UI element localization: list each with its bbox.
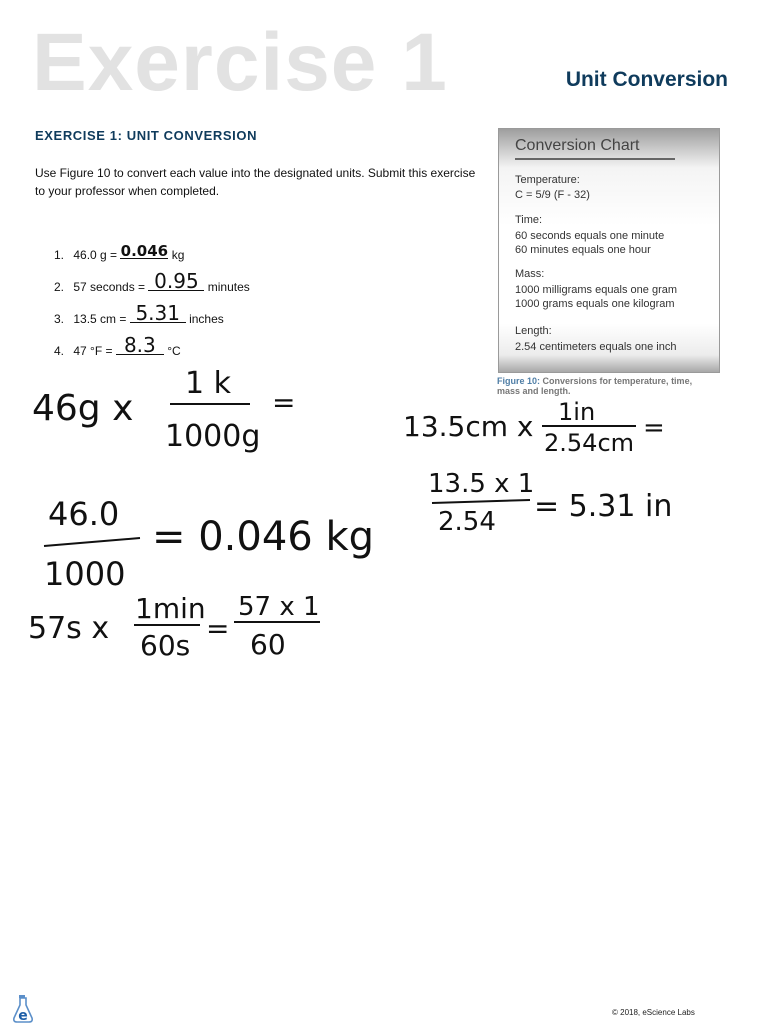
hw-work5-den: 2.54 xyxy=(438,507,496,537)
time-line-1: 60 seconds equals one minute xyxy=(515,230,665,242)
copyright-notice: © 2018, eScience Labs xyxy=(612,1008,695,1017)
question-unit: minutes xyxy=(207,280,250,294)
hw-work4-den: 2.54cm xyxy=(544,429,635,457)
hw-work2-den: 1000 xyxy=(44,555,126,593)
hw-work3-den: 60s xyxy=(140,629,191,662)
hw-work4-num: 1in xyxy=(558,398,596,426)
question-prompt: 46.0 g = xyxy=(73,248,118,262)
page-watermark-title: Exercise 1 xyxy=(32,17,448,108)
figure-caption-text: Conversions for temperature, time, mass and length. xyxy=(497,376,693,396)
hw-work3-left: 57s x xyxy=(28,611,110,646)
answer-handwritten: 0.046 xyxy=(120,242,169,260)
time-label: Time: xyxy=(515,214,543,226)
exercise-heading: EXERCISE 1: UNIT CONVERSION xyxy=(35,128,258,143)
time-line-2: 60 minutes equals one hour xyxy=(515,244,651,256)
length-label: Length: xyxy=(515,325,552,337)
hw-work2-fraction-bar xyxy=(44,538,140,546)
mass-line-2: 1000 grams equals one kilogram xyxy=(515,298,675,310)
mass-line-1: 1000 milligrams equals one gram xyxy=(515,284,678,296)
page-subtitle: Unit Conversion xyxy=(565,68,728,91)
escience-flask-logo-icon xyxy=(12,994,34,1024)
hw-work5-fraction-bar xyxy=(432,500,530,503)
question-unit: inches xyxy=(189,312,224,326)
hw-work3-eq: = xyxy=(206,612,230,645)
hw-work3-num2: 57 x 1 xyxy=(238,592,320,622)
question-number: 4. xyxy=(54,344,65,358)
hw-work2-num: 46.0 xyxy=(48,495,120,533)
figure-caption-label: Figure 10: xyxy=(497,376,541,386)
temperature-label: Temperature: xyxy=(515,174,580,186)
question-prompt: 13.5 cm = xyxy=(73,312,127,326)
hw-work1-left: 46g x xyxy=(32,388,134,429)
temperature-formula: C = 5/9 (F - 32) xyxy=(515,189,590,201)
question-prompt: 57 seconds = xyxy=(73,280,146,294)
hw-work5-num: 13.5 x 1 xyxy=(428,469,535,499)
hw-work1-den: 1000g xyxy=(165,419,261,454)
logo-letter: e xyxy=(18,1008,28,1024)
hw-work1-num: 1 k xyxy=(185,366,231,401)
hw-work5-result: = 5.31 in xyxy=(534,489,673,524)
length-line-1: 2.54 centimeters equals one inch xyxy=(515,341,677,353)
hw-work3-num: 1min xyxy=(135,592,206,625)
hw-work1-eq: = xyxy=(272,386,296,419)
exercise-instructions: Use Figure 10 to convert each value into the designated units. Submit this exercise to your professor when completed. xyxy=(35,166,476,198)
question-unit: °C xyxy=(167,344,181,358)
question-prompt: 47 °F = xyxy=(73,344,113,358)
mass-label: Mass: xyxy=(515,268,545,280)
hw-work4-left: 13.5cm x xyxy=(403,410,534,443)
conversion-chart-title: Conversion Chart xyxy=(515,137,640,154)
hw-work4-eq: = xyxy=(643,413,665,443)
question-unit: kg xyxy=(171,248,185,262)
hw-work3-den2: 60 xyxy=(250,628,286,661)
question-number: 1. xyxy=(54,248,65,262)
question-number: 2. xyxy=(54,280,65,294)
question-number: 3. xyxy=(54,312,65,326)
answer-handwritten: 8.3 xyxy=(123,333,156,357)
answer-handwritten: 0.95 xyxy=(154,269,199,293)
hw-work2-result: = 0.046 kg xyxy=(152,514,375,560)
answer-handwritten: 5.31 xyxy=(135,301,180,325)
